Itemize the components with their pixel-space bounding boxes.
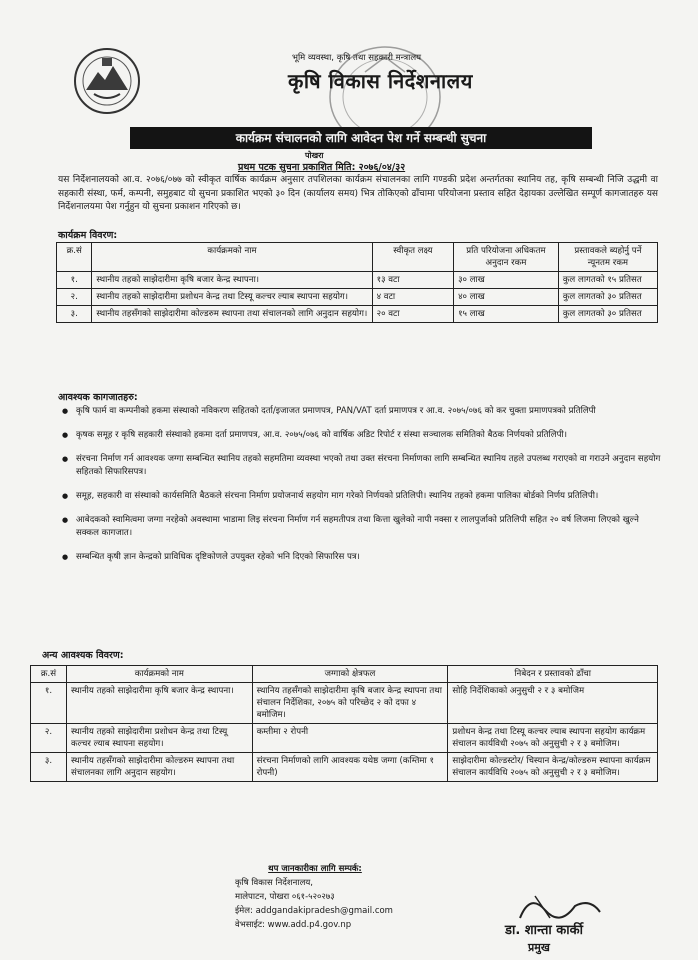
target: ४ वटा [372,289,453,306]
other-details-table [30,665,658,782]
max-grant: ४० लाख [454,289,559,306]
contact-email[interactable]: ईमेल: addgandakipradesh@gmail.com [235,906,393,916]
program-name: स्थानीय तहसँगको साझेदारीमा कोल्डरुम स्थापना तथा संचालनका लागि अनुदान सहयोग। [66,753,252,782]
intro-paragraph: यस निर्देशनालयको आ.व. २०७६/०७७ को स्वीकृत वार्षिक कार्यक्रम अनुसार तपशिलका कार्यक्रम संचालनका लागि गण्डकी प्रदेश अन्तर्गतका स्थानिय तह, कृषि सम्बन्धी निजि उद्धमी वा सहकारी संस्था, फर्म, कम्पनी, समुहबाट यो सुचना प्रकाशित भएको ३० दिन (कार्यालय समय) भित्र तोकिएको ढाँचामा परियोजना प्रस्ताव सहित देहायका उल्लेखित सम्पूर्ण कागजातहरु यस निर्देशनालयमा पेश गर्नुहुन यो सुचना प्रकाशन गरिएको छ। [58,175,658,212]
contact-office: कृषि विकास निर्देशनालय, [235,878,313,888]
row-number: १. [31,683,67,724]
contact-title: थप जानकारीका लागि सम्पर्क: [268,864,362,874]
program-table [56,242,658,323]
list-item: ● कृषि फार्म वा कम्पनीको हकमा संस्थाको नविकरण सहितको दर्ता/इजाजत प्रमाणपत्र, PAN/VAT दर्ता प्रमाणपत्र र आ.व. २०७५/०७६ को कर चुक्ता प्रमाणपत्रको प्रतिलिपी [62,405,662,418]
list-item: ● आबेदकको स्वामित्वमा जग्गा नरहेको अवस्थामा भाडामा लिइ संरचना निर्माण गर्न सहमतीपत्र तथा कित्ता खुलेको नापी नक्सा र लालपुर्जाको प्रतिलिपी सहित २० वर्ष लिजमा लिएको खुल्ने सक्कल कागजात। [62,514,662,540]
program-name: स्थानीय तहको साझेदारीमा कृषि बजार केन्द्र स्थापना। [66,683,252,724]
land-area: स्थानिय तहसँगको साझेदारीमा कृषि बजार केन्द्र स्थापना तथा संचालन निर्देशिका, २०७५ को परिच्छेद २ को दफा ४ बमोजिम। [252,683,448,724]
header-cell: क्र.सं [31,666,67,683]
target: २० वटा [372,306,453,323]
row-number: १. [57,272,92,289]
application-format: सोहि निर्देशिकाको अनुसुची २ र ३ बमोजिम [448,683,658,724]
max-grant: १५ लाख [454,306,559,323]
notice-location: पोखरा [305,151,324,160]
contact-address: मालेपाटन, पोखरा ०६१-५२०२७३ [235,892,335,902]
documents-list [62,405,662,575]
contact-website[interactable]: वेभसाईट: www.add.p4.gov.np [235,920,352,930]
signatory-name: डा. शान्ता कार्की [505,923,584,938]
table-row [31,724,658,753]
department-name: कृषि विकास निर्देशनालय [288,69,473,93]
program-label: कार्यक्रम विवरण: [58,230,118,241]
list-item: ● कृषक समूह र कृषि सहकारी संस्थाको हकमा दर्ता प्रमाणपत्र, आ.व. २०७५/०७६ को वार्षिक अडिट रिपोर्ट र संस्था सञ्चालक समितिको बैठक निर्णयको प्रतिलिपी। [62,429,662,442]
application-format: प्रशोधन केन्द्र तथा टिस्यू कल्चर ल्याब स्थापना सहयोग कार्यक्रम संचालन कार्यविधी २०७५ को अनुसुची २ र ३ बमोजिम। [448,724,658,753]
row-number: ३. [57,306,92,323]
ministry-name: भूमि व्यवस्था, कृषि तथा सहकारी मन्त्रालय [292,53,422,63]
land-area: संरचना निर्माणको लागि आवश्यक यथेष्ठ जग्गा (कम्तिमा १ रोपनी) [252,753,448,782]
other-details-label: अन्य आवश्यक विवरण: [42,650,124,661]
header-cell: जग्गाको क्षेत्रफल [252,666,448,683]
list-item: ● संरचना निर्माण गर्न आवश्यक जग्गा सम्बन्धित स्थानिय तहको सहमतिमा व्यवस्था भएको तथा उक्त संरचना निर्माणका लागि सम्बन्धित स्थानिय तहले उपलब्ध गराएको वा गराउने अनुदान सहयोग सहितको सिफारिसपत्र। [62,453,662,479]
header-cell: प्रति परियोजना अधिकतम अनुदान रकम [454,243,559,272]
other-table-header [31,666,658,683]
letterhead [288,52,548,94]
program-name: स्थानीय तहको साझेदारीमा प्रशोधन केन्द्र तथा टिस्यू कल्चर ल्याब स्थापना सहयोग। [92,289,372,306]
application-format: साझेदारीमा कोल्डस्टोर/ चिस्यान केन्द्र/कोल्डरुम स्थापना कार्यक्रम संचालन कार्यविधि २०७५ को अनुसुची २ र ३ बमोजिम। [448,753,658,782]
table-row [57,289,658,306]
program-name: स्थानीय तहको साझेदारीमा कृषि बजार केन्द्र स्थापना। [92,272,372,289]
signatory-role: प्रमुख [528,941,550,954]
header-cell: क्र.सं [57,243,92,272]
program-table-header [57,243,658,272]
signature-icon [500,888,650,948]
table-row [57,306,658,323]
contact-block [235,862,435,932]
header-cell: स्वीकृत लक्ष्य [372,243,453,272]
nepal-emblem-icon [72,46,142,116]
header-cell: कार्यक्रमको नाम [92,243,372,272]
header-cell: निबेदन र प्रस्तावको ढाँचा [448,666,658,683]
list-item: ● सम्बन्धित कृषी ज्ञान केन्द्रको प्राविधिक दृष्टिकोणले उपयुक्त रहेको भनि दिएको सिफारिस पत्र। [62,551,662,564]
publication-date: प्रथम पटक सुचना प्रकाशित मिति: २०७६/०४/३२ [238,162,406,173]
header-cell: कार्यक्रमको नाम [66,666,252,683]
min-contribution: कुल लागतको ३० प्रतिसत [558,289,657,306]
documents-label: आवश्यक कागजातहरु: [58,392,138,403]
list-item: ● समूह, सहकारी वा संस्थाको कार्यसमिति बैठकले संरचना निर्माण प्रयोजनार्थ सहयोग माग गरेको निर्णयको प्रतिलिपी। स्थानिय तहको हकमा पालिका बोर्डको निर्णय प्रतिलिपी। [62,490,662,503]
program-name: स्थानीय तहको साझेदारीमा प्रशोधन केन्द्र तथा टिस्यू कल्चर ल्याब स्थापना सहयोग। [66,724,252,753]
table-row [31,753,658,782]
row-number: ३. [31,753,67,782]
max-grant: ३० लाख [454,272,559,289]
target: १३ वटा [372,272,453,289]
land-area: कम्तीमा २ रोपनी [252,724,448,753]
notice-title: कार्यक्रम संचालनको लागि आवेदन पेश गर्ने सम्बन्धी सुचना [130,127,592,149]
header-cell: प्रस्तावकले ब्यहोर्नु पर्ने न्यूनतम रकम [558,243,657,272]
table-row [31,683,658,724]
row-number: २. [57,289,92,306]
min-contribution: कुल लागतको १५ प्रतिसत [558,272,657,289]
row-number: २. [31,724,67,753]
program-name: स्थानीय तहसँगको साझेदारीमा कोल्डरुम स्थापना तथा संचालनको लागि अनुदान सहयोग। [92,306,372,323]
min-contribution: कुल लागतको ३० प्रतिसत [558,306,657,323]
table-row [57,272,658,289]
